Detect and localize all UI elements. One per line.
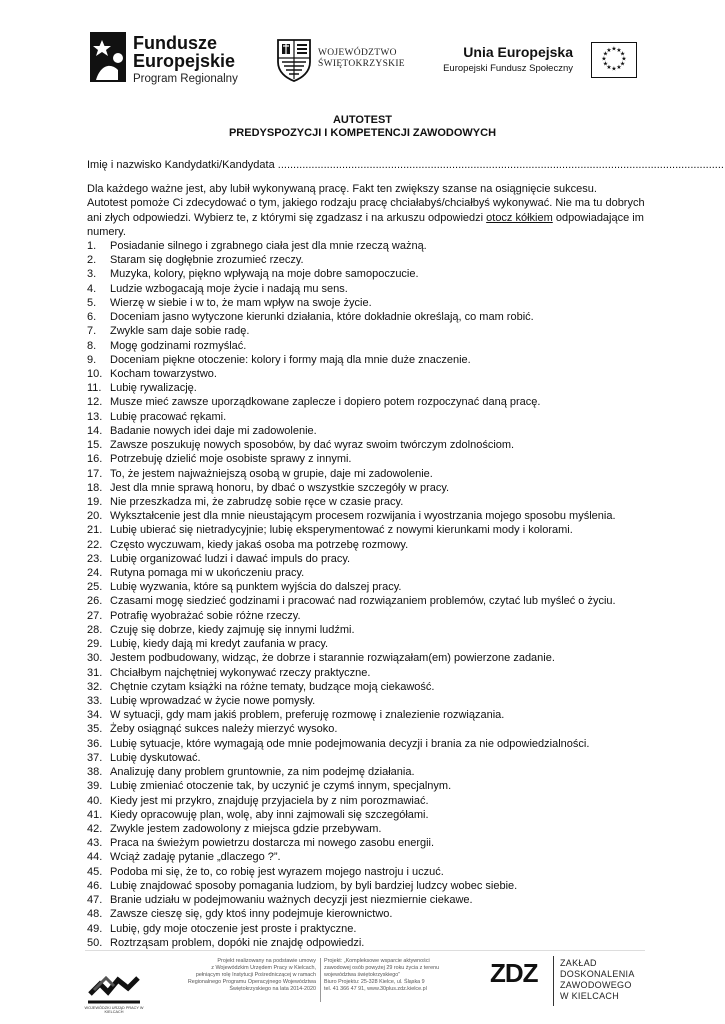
list-item [87, 907, 647, 921]
item-text: Lubię, gdy moje otoczenie jest proste i praktyczne. [110, 922, 357, 935]
item-number: 19. [87, 495, 103, 508]
item-text: Zwykle sam daje sobie radę. [110, 325, 250, 338]
item-number: 43. [87, 837, 103, 850]
list-item [87, 253, 647, 267]
item-number: 23. [87, 552, 103, 565]
item-text: Branie udziału w podejmowaniu ważnych decyzji jest niezmiernie ciekawe. [110, 894, 473, 907]
item-text: Doceniam piękne otoczenie: kolory i formy mają dla mnie duże znaczenie. [110, 353, 471, 366]
item-number: 14. [87, 424, 103, 437]
zdz-logo: ZDZ [490, 958, 538, 988]
footer-separator [320, 958, 321, 1002]
list-item [87, 737, 647, 751]
item-number: 36. [87, 737, 103, 750]
item-text: Lubię, kiedy dają mi kredyt zaufania w pracy. [110, 638, 329, 651]
intro-paragraph-2 [87, 196, 647, 240]
unia-europejska-logo [443, 42, 637, 82]
item-text: Czuję się dobrze, kiedy zajmuję się innymi ludźmi. [110, 623, 355, 636]
list-item [87, 580, 647, 594]
item-text: Lubię znajdować sposoby pomagania ludziom, by byli bardziej ludzcy wobec siebie. [110, 879, 518, 892]
footer-col1-line: Regionalnego Programu Operacyjnego Województwa [187, 979, 316, 985]
item-text: Posiadanie silnego i zgrabnego ciała jest dla mnie rzeczą ważną. [110, 240, 427, 252]
item-number: 38. [87, 766, 103, 779]
item-text: Kocham towarzystwo. [110, 367, 217, 380]
list-item [87, 523, 647, 537]
svg-text:★: ★ [619, 60, 626, 68]
list-item [87, 509, 647, 523]
intro-text-a: Autotest pomoże Ci zdecydować o tym, jakiego rodzaju pracę chciałabyś/chciałbyś wykonywać. Nie ma tu dobrych ani złych odpowiedzi. Wybierz te, z którymi się zgadzasz i na arkuszu odpowiedzi [87, 197, 645, 224]
list-item [87, 452, 647, 466]
fe-title-line1: Fundusze [133, 33, 217, 53]
item-text: Wciąż zadaję pytanie „dlaczego ?”. [110, 851, 281, 864]
item-text: Mogę godzinami rozmyślać. [110, 339, 247, 352]
item-number: 29. [87, 638, 103, 651]
item-number: 46. [87, 879, 103, 892]
zdz-name-line: DOSKONALENIA [560, 969, 635, 979]
item-number: 32. [87, 680, 103, 693]
item-number: 34. [87, 709, 103, 722]
item-text: Lubię wyzwania, które są punktem wyjścia do dalszej pracy. [110, 581, 402, 594]
item-number: 8. [87, 339, 97, 352]
list-item [87, 836, 647, 850]
list-item [87, 865, 647, 879]
item-text: Lubię organizować ludzi i dawać impuls do pracy. [110, 552, 351, 565]
item-number: 41. [87, 808, 103, 821]
item-number: 26. [87, 595, 103, 608]
item-number: 21. [87, 524, 103, 537]
item-text: Zwykle jestem zadowolony z miejsca gdzie przebywam. [110, 822, 382, 835]
item-text: Badanie nowych idei daje mi zadowolenie. [110, 424, 317, 437]
fe-title-line2: Europejskie [133, 51, 236, 71]
footer-col1-line: pełniącym rolę Instytucji Pośredniczącej w ramach [195, 972, 316, 978]
wup-logo-caption: WOJEWÓDZKI URZĄD PRACY W KIELCACH [84, 1006, 144, 1015]
item-number: 13. [87, 410, 103, 423]
item-number: 28. [87, 623, 103, 636]
list-item [87, 353, 647, 367]
list-item [87, 296, 647, 310]
zdz-name-line: ZAWODOWEGO [560, 980, 632, 990]
item-number: 39. [87, 780, 103, 793]
item-number: 4. [87, 282, 97, 295]
item-text: Jestem podbudowany, widząc, że dobrze i starannie rozwiązałam(em) powierzone zadanie. [110, 652, 555, 665]
item-text: Rutyna pomaga mi w ukończeniu pracy. [110, 567, 305, 580]
item-text: Doceniam jasno wytyczone kierunki działania, które dokładnie określają, co mam robić. [110, 311, 534, 324]
item-text: Czasami mogę siedzieć godzinami i pracować nad rozwiązaniem problemów, czytać lub myśleć o życiu. [110, 595, 616, 608]
list-item [87, 708, 647, 722]
item-text: Musze mieć zawsze uporządkowane zaplecze i dopiero potem rozpoczynać daną pracę. [110, 396, 541, 409]
svg-text:★: ★ [611, 45, 617, 53]
list-item [87, 267, 647, 281]
footer-col2-line: tel. 41 366 47 91, www.30plus.zdz.kielce.pl [324, 986, 427, 992]
item-number: 10. [87, 367, 103, 380]
item-text: Lubię rywalizację. [110, 382, 197, 395]
item-text: Nie przeszkadza mi, że zabrudzę sobie ręce w czasie pracy. [110, 495, 404, 508]
item-text: Roztrząsam problem, dopóki nie znajdę odpowiedzi. [110, 936, 365, 949]
item-number: 7. [87, 325, 97, 338]
list-item [87, 651, 647, 665]
list-item [87, 609, 647, 623]
item-number: 40. [87, 794, 103, 807]
document-title: AUTOTEST [332, 114, 393, 126]
item-text: Staram się dogłębnie zrozumieć rzeczy. [110, 254, 304, 267]
list-item [87, 566, 647, 580]
item-number: 2. [87, 254, 97, 267]
sw-line1: WOJEWÓDZTWO [318, 48, 397, 58]
footer-project-info [168, 958, 316, 993]
list-item [87, 381, 647, 395]
item-text: Jest dla mnie sprawą honoru, by dbać o wszystkie szczegóły w pracy. [110, 481, 450, 494]
list-item [87, 722, 647, 736]
item-text: Wierzę w siebie i w to, że mam wpływ na swoje życie. [110, 296, 372, 309]
item-number: 50. [87, 936, 103, 949]
item-number: 15. [87, 439, 103, 452]
list-item [87, 552, 647, 566]
coat-of-arms-icon [276, 38, 312, 82]
item-number: 6. [87, 311, 97, 324]
item-number: 3. [87, 268, 97, 281]
statement-list [87, 239, 647, 950]
item-number: 17. [87, 467, 103, 480]
footer-divider [85, 950, 645, 951]
item-number: 11. [87, 382, 102, 395]
list-item [87, 239, 647, 253]
item-number: 30. [87, 652, 103, 665]
item-text: Analizuję dany problem gruntownie, za nim podejmę działania. [110, 766, 415, 779]
item-text: Potrzebuję dzielić moje osobiste sprawy z innymi. [110, 453, 352, 466]
item-text: Praca na świeżym powietrzu dostarcza mi nowego zasobu energii. [110, 837, 435, 850]
footer-col2-line: województwa świętokrzyskiego” [324, 972, 401, 978]
item-number: 18. [87, 481, 103, 494]
item-number: 47. [87, 894, 103, 907]
footer-col2-line: zawodowej osób powyżej 29 roku życia z terenu [324, 965, 440, 971]
item-text: Często wyczuwam, kiedy jakaś osoba ma potrzebę rozmowy. [110, 538, 409, 551]
list-item [87, 623, 647, 637]
svg-text:★: ★ [619, 50, 626, 58]
zdz-name-line: W KIELCACH [560, 991, 620, 1001]
item-text: Wykształcenie jest dla mnie nieustającym procesem rozwijania i wyostrzania mojego sposobu myślenia. [110, 510, 616, 523]
item-text: Lubię pracować rękami. [110, 410, 227, 423]
list-item [87, 495, 647, 509]
list-item [87, 666, 647, 680]
svg-text:★: ★ [616, 64, 622, 71]
item-number: 22. [87, 538, 103, 551]
list-item [87, 765, 647, 779]
list-item [87, 680, 647, 694]
list-item [87, 637, 647, 651]
item-text: Lubię wprowadzać w życie nowe pomysły. [110, 695, 316, 707]
list-item [87, 779, 647, 793]
list-item [87, 879, 647, 893]
item-number: 16. [87, 453, 103, 466]
item-number: 42. [87, 822, 103, 835]
document-subtitle: PREDYSPOZYCJI I KOMPETENCJI ZAWODOWYCH [228, 127, 497, 139]
intro-underlined: otocz kółkiem [486, 211, 553, 224]
svg-text:★: ★ [602, 60, 609, 68]
item-number: 20. [87, 510, 103, 523]
swietokrzyskie-logo [276, 38, 416, 82]
item-text: W sytuacji, gdy mam jakiś problem, preferuję rozmowę i znalezienie rozwiązania. [110, 709, 505, 722]
item-number: 44. [87, 851, 103, 864]
item-number: 25. [87, 581, 103, 594]
list-item [87, 808, 647, 822]
item-text: Żeby osiągnąć sukces należy mierzyć wysoko. [110, 723, 338, 736]
list-item [87, 395, 647, 409]
svg-text:★: ★ [602, 50, 609, 58]
footer-col2-line: Biuro Projektu: 25-328 Kielce, ul. Śląska 9 [324, 979, 425, 985]
intro-paragraph-1: Dla każdego ważne jest, aby lubił wykonywaną pracę. Fakt ten zwiększy szanse na osiągnięcie sukcesu. [87, 183, 597, 195]
item-number: 9. [87, 353, 97, 366]
svg-text:★: ★ [601, 55, 607, 63]
item-number: 37. [87, 751, 103, 764]
list-item [87, 410, 647, 424]
list-item [87, 282, 647, 296]
list-item [87, 822, 647, 836]
sw-line2: ŚWIĘTOKRZYSKIE [318, 59, 405, 69]
item-text: Lubię ubierać się nietradycyjnie; lubię eksperymentować z nowymi kierunkami mody i kolorami. [110, 524, 573, 537]
list-item [87, 936, 647, 950]
footer-col1-line: z Wojewódzkim Urzędem Pracy w Kielcach, [211, 965, 316, 971]
eu-title: Unia Europejska [463, 44, 573, 60]
list-item [87, 751, 647, 765]
svg-text:★: ★ [621, 55, 627, 63]
item-number: 33. [87, 695, 103, 707]
item-number: 49. [87, 922, 103, 935]
list-item [87, 850, 647, 864]
list-item [87, 893, 647, 907]
item-number: 1. [87, 240, 97, 252]
item-number: 31. [87, 666, 103, 679]
item-number: 27. [87, 609, 103, 622]
list-item [87, 594, 647, 608]
svg-text:★: ★ [606, 64, 612, 71]
svg-text:★: ★ [616, 47, 622, 54]
item-number: 5. [87, 296, 97, 309]
item-text: Potrafię wyobrażać sobie różne rzeczy. [110, 609, 301, 622]
item-text: Lubię zmieniać otoczenie tak, by uczynić je czymś innym, specjalnym. [110, 780, 452, 793]
list-item [87, 339, 647, 353]
list-item [87, 467, 647, 481]
eu-subtitle: Europejski Fundusz Społeczny [443, 63, 573, 74]
list-item [87, 367, 647, 381]
item-text: Chciałbym najchętniej wykonywać rzeczy praktyczne. [110, 666, 371, 679]
item-text: Muzyka, kolory, piękno wpływają na moje dobre samopoczucie. [110, 268, 419, 281]
zdz-separator [553, 956, 554, 1006]
item-text: Zawsze cieszę się, gdy ktoś inny podejmuje kierownictwo. [110, 908, 393, 921]
item-number: 12. [87, 396, 103, 409]
svg-text:★: ★ [611, 65, 617, 73]
item-text: Ludzie wzbogacają moje życie i nadają mu sens. [110, 282, 348, 295]
footer-col2-line: Projekt: „Kompleksowe wsparcie aktywności [324, 958, 430, 964]
item-number: 24. [87, 567, 103, 580]
list-item [87, 538, 647, 552]
item-text: Kiedy jest mi przykro, znajduję przyjaciela by z nim porozmawiać. [110, 794, 429, 807]
list-item [87, 481, 647, 495]
item-number: 35. [87, 723, 103, 736]
fe-subtitle: Program Regionalny [133, 73, 238, 85]
zdz-name-line: ZAKŁAD [560, 958, 597, 968]
list-item [87, 794, 647, 808]
eu-flag-icon [591, 42, 637, 78]
svg-text:★: ★ [606, 47, 612, 54]
item-text: To, że jestem najważniejszą osobą w grupie, daje mi zadowolenie. [110, 467, 433, 480]
footer-project-contact [324, 958, 464, 993]
list-item [87, 922, 647, 936]
footer-col1-line: Świętokrzyskiego na lata 2014-2020 [229, 986, 316, 992]
item-text: Zawsze poszukuję nowych sposobów, by dać wyraz swoim twórczym zdolnościom. [110, 439, 515, 452]
item-text: Podoba mi się, że to, co robię jest wyrazem mojego nastroju i uczuć. [110, 865, 444, 878]
list-item [87, 694, 647, 708]
footer-col1-line: Projekt realizowany na podstawie umowy [217, 958, 316, 964]
fundusze-europejskie-logo [88, 30, 278, 86]
item-text: Lubię dyskutować. [110, 751, 201, 764]
item-number: 48. [87, 908, 103, 921]
item-text: Chętnie czytam książki na różne tematy, budzące moją ciekawość. [110, 680, 435, 693]
item-text: Kiedy opracowuję plan, wolę, aby inni zajmowali się szczegółami. [110, 808, 429, 821]
candidate-name-field: Imię i nazwisko Kandydatki/Kandydata .................................................................................................................................................. [87, 159, 724, 171]
intro-text-b: odpowiadające im numery. [87, 211, 644, 238]
list-item [87, 424, 647, 438]
list-item [87, 324, 647, 338]
item-text: Lubię sytuacje, które wymagają ode mnie podejmowania decyzji i brania za nie odpowiedzialności. [110, 737, 590, 750]
fe-star-icon [88, 30, 128, 86]
list-item [87, 438, 647, 452]
list-item [87, 310, 647, 324]
item-number: 45. [87, 865, 103, 878]
